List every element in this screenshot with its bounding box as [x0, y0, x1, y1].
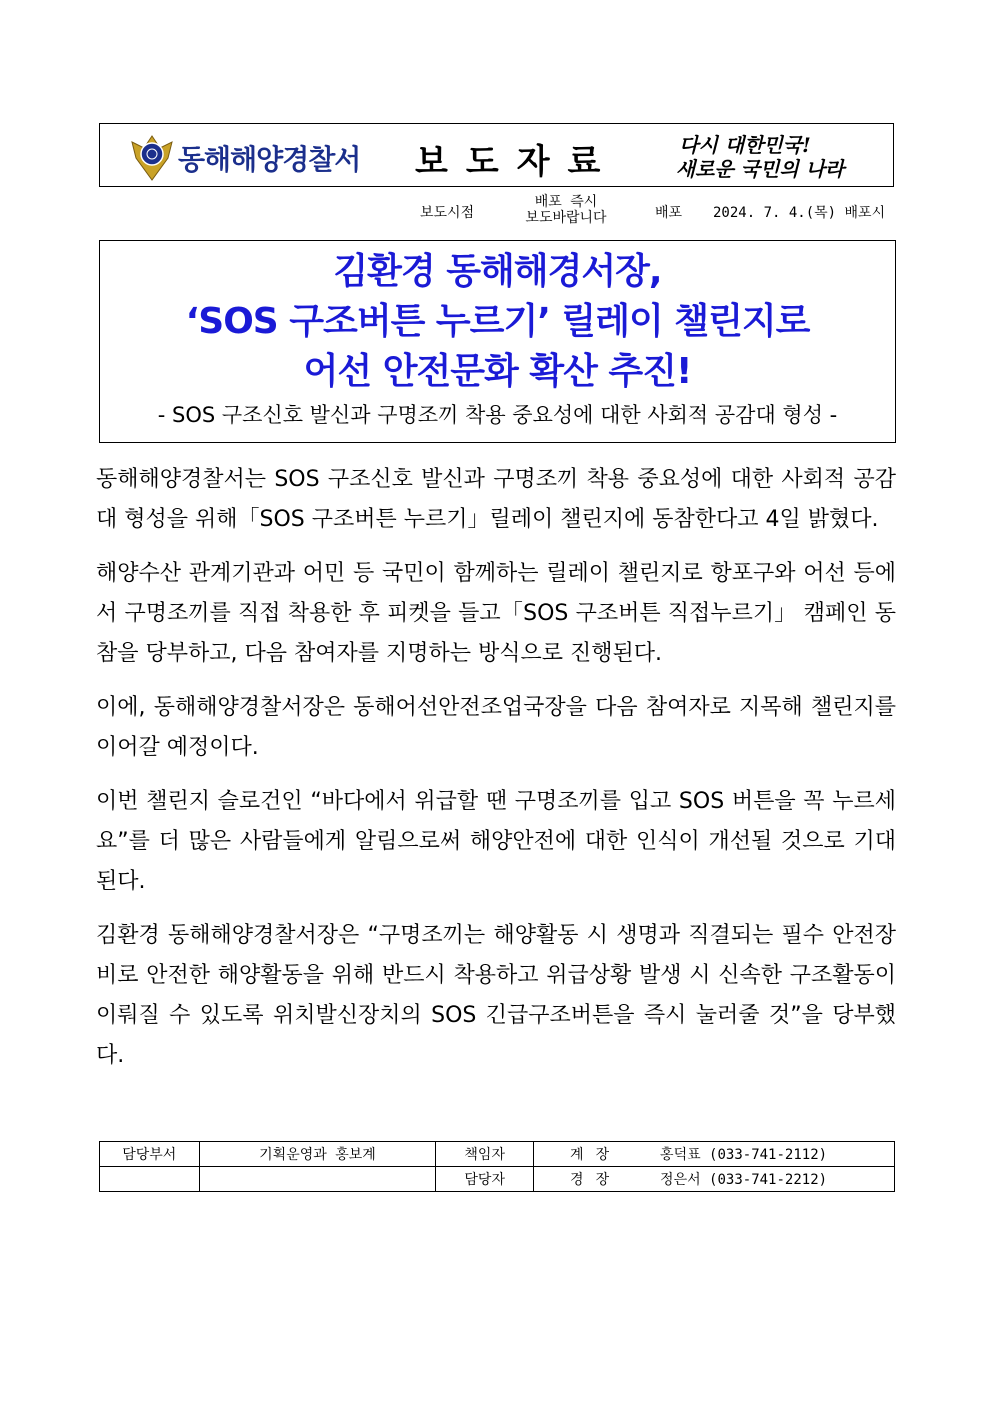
release-time-label: 보도시점: [420, 205, 475, 221]
paragraph: 해양수산 관계기관과 어민 등 국민이 함께하는 릴레이 챌린지로 항포구와 어선 등에서 구명조끼를 직접 착용한 후 피켓을 들고「SOS 구조버튼 직접누르기」 캠페인 동참을 당부하고, 다음 참여자를 지명하는 방식으로 진행된다.: [96, 561, 896, 666]
release-note: [513, 194, 619, 226]
paragraph: 이에, 동해해양경찰서장은 동해어선안전조업국장을 다음 참여자로 지목해 챌린지를 이어갈 예정이다.: [96, 695, 896, 760]
headline-line-2: ‘SOS 구조버튼 누르기’ 릴레이 챌린지로: [185, 301, 810, 342]
article-body: [96, 460, 896, 1090]
contact-person-cell: [534, 1167, 895, 1192]
person: 홍덕표 (033-741-2112): [660, 1147, 828, 1163]
release-info: [0, 192, 992, 228]
paragraph: 동해해양경찰서는 SOS 구조신호 발신과 구명조끼 착용 중요성에 대한 사회적 공감대 형성을 위해「SOS 구조버튼 누르기」릴레이 챌린지에 동참한다고 4일 밝혔다.: [96, 467, 896, 532]
dept-label-cell: 담당부서: [100, 1142, 200, 1167]
distribution-label: 배포: [655, 205, 683, 221]
empty-cell: [199, 1167, 436, 1192]
role-cell: 담당자: [436, 1167, 534, 1192]
headline-box: [99, 240, 896, 443]
release-note-line-1: 배포 즉시: [534, 194, 598, 210]
contact-person-cell: [534, 1142, 895, 1167]
slogan-line-1: 다시 대한민국!: [679, 133, 811, 157]
person: 정은서 (033-741-2212): [660, 1172, 828, 1188]
table-row: [100, 1142, 895, 1167]
coast-guard-emblem-icon: [130, 132, 174, 182]
paragraph: 김환경 동해해양경찰서장은 “구명조끼는 해양활동 시 생명과 직결되는 필수 안전장비로 안전한 해양활동을 위해 반드시 착용하고 위급상황 발생 시 신속한 구조활동이 이뤄질 수 있도록 위치발신장치의 SOS 긴급구조버튼을 즉시 눌러줄 것”을 당부했다.: [96, 923, 896, 1068]
role-cell: 책임자: [436, 1142, 534, 1167]
headline-subtitle: - SOS 구조신호 발신과 구명조끼 착용 중요성에 대한 사회적 공감대 형성 -: [157, 403, 838, 427]
paragraph: 이번 챌린지 슬로건인 “바다에서 위급할 땐 구명조끼를 입고 SOS 버튼을 꼭 누르세요”를 더 많은 사람들에게 알림으로써 해양안전에 대한 인식이 개선될 것으로 기대된다.: [96, 789, 896, 894]
headline-line-1: 김환경 동해해경서장,: [333, 251, 662, 292]
release-note-line-2: 보도바랍니다: [525, 210, 607, 226]
table-row: [100, 1167, 895, 1192]
press-header: [99, 123, 894, 187]
rank: 경장: [570, 1172, 622, 1188]
contact-table: [99, 1141, 895, 1192]
distribution-date: 2024. 7. 4.(목) 배포시: [713, 205, 886, 221]
empty-cell: [100, 1167, 200, 1192]
org-name: 동해해양경찰서: [178, 143, 361, 176]
slogan-calligraphy: [645, 130, 885, 184]
rank: 계장: [570, 1147, 622, 1163]
dept-value-cell: 기획운영과 홍보계: [199, 1142, 436, 1167]
headline-line-3: 어선 안전문화 확산 추진!: [303, 351, 692, 392]
document-type: 보도자료: [415, 142, 619, 182]
slogan-line-2: 새로운 국민의 나라: [675, 157, 845, 181]
